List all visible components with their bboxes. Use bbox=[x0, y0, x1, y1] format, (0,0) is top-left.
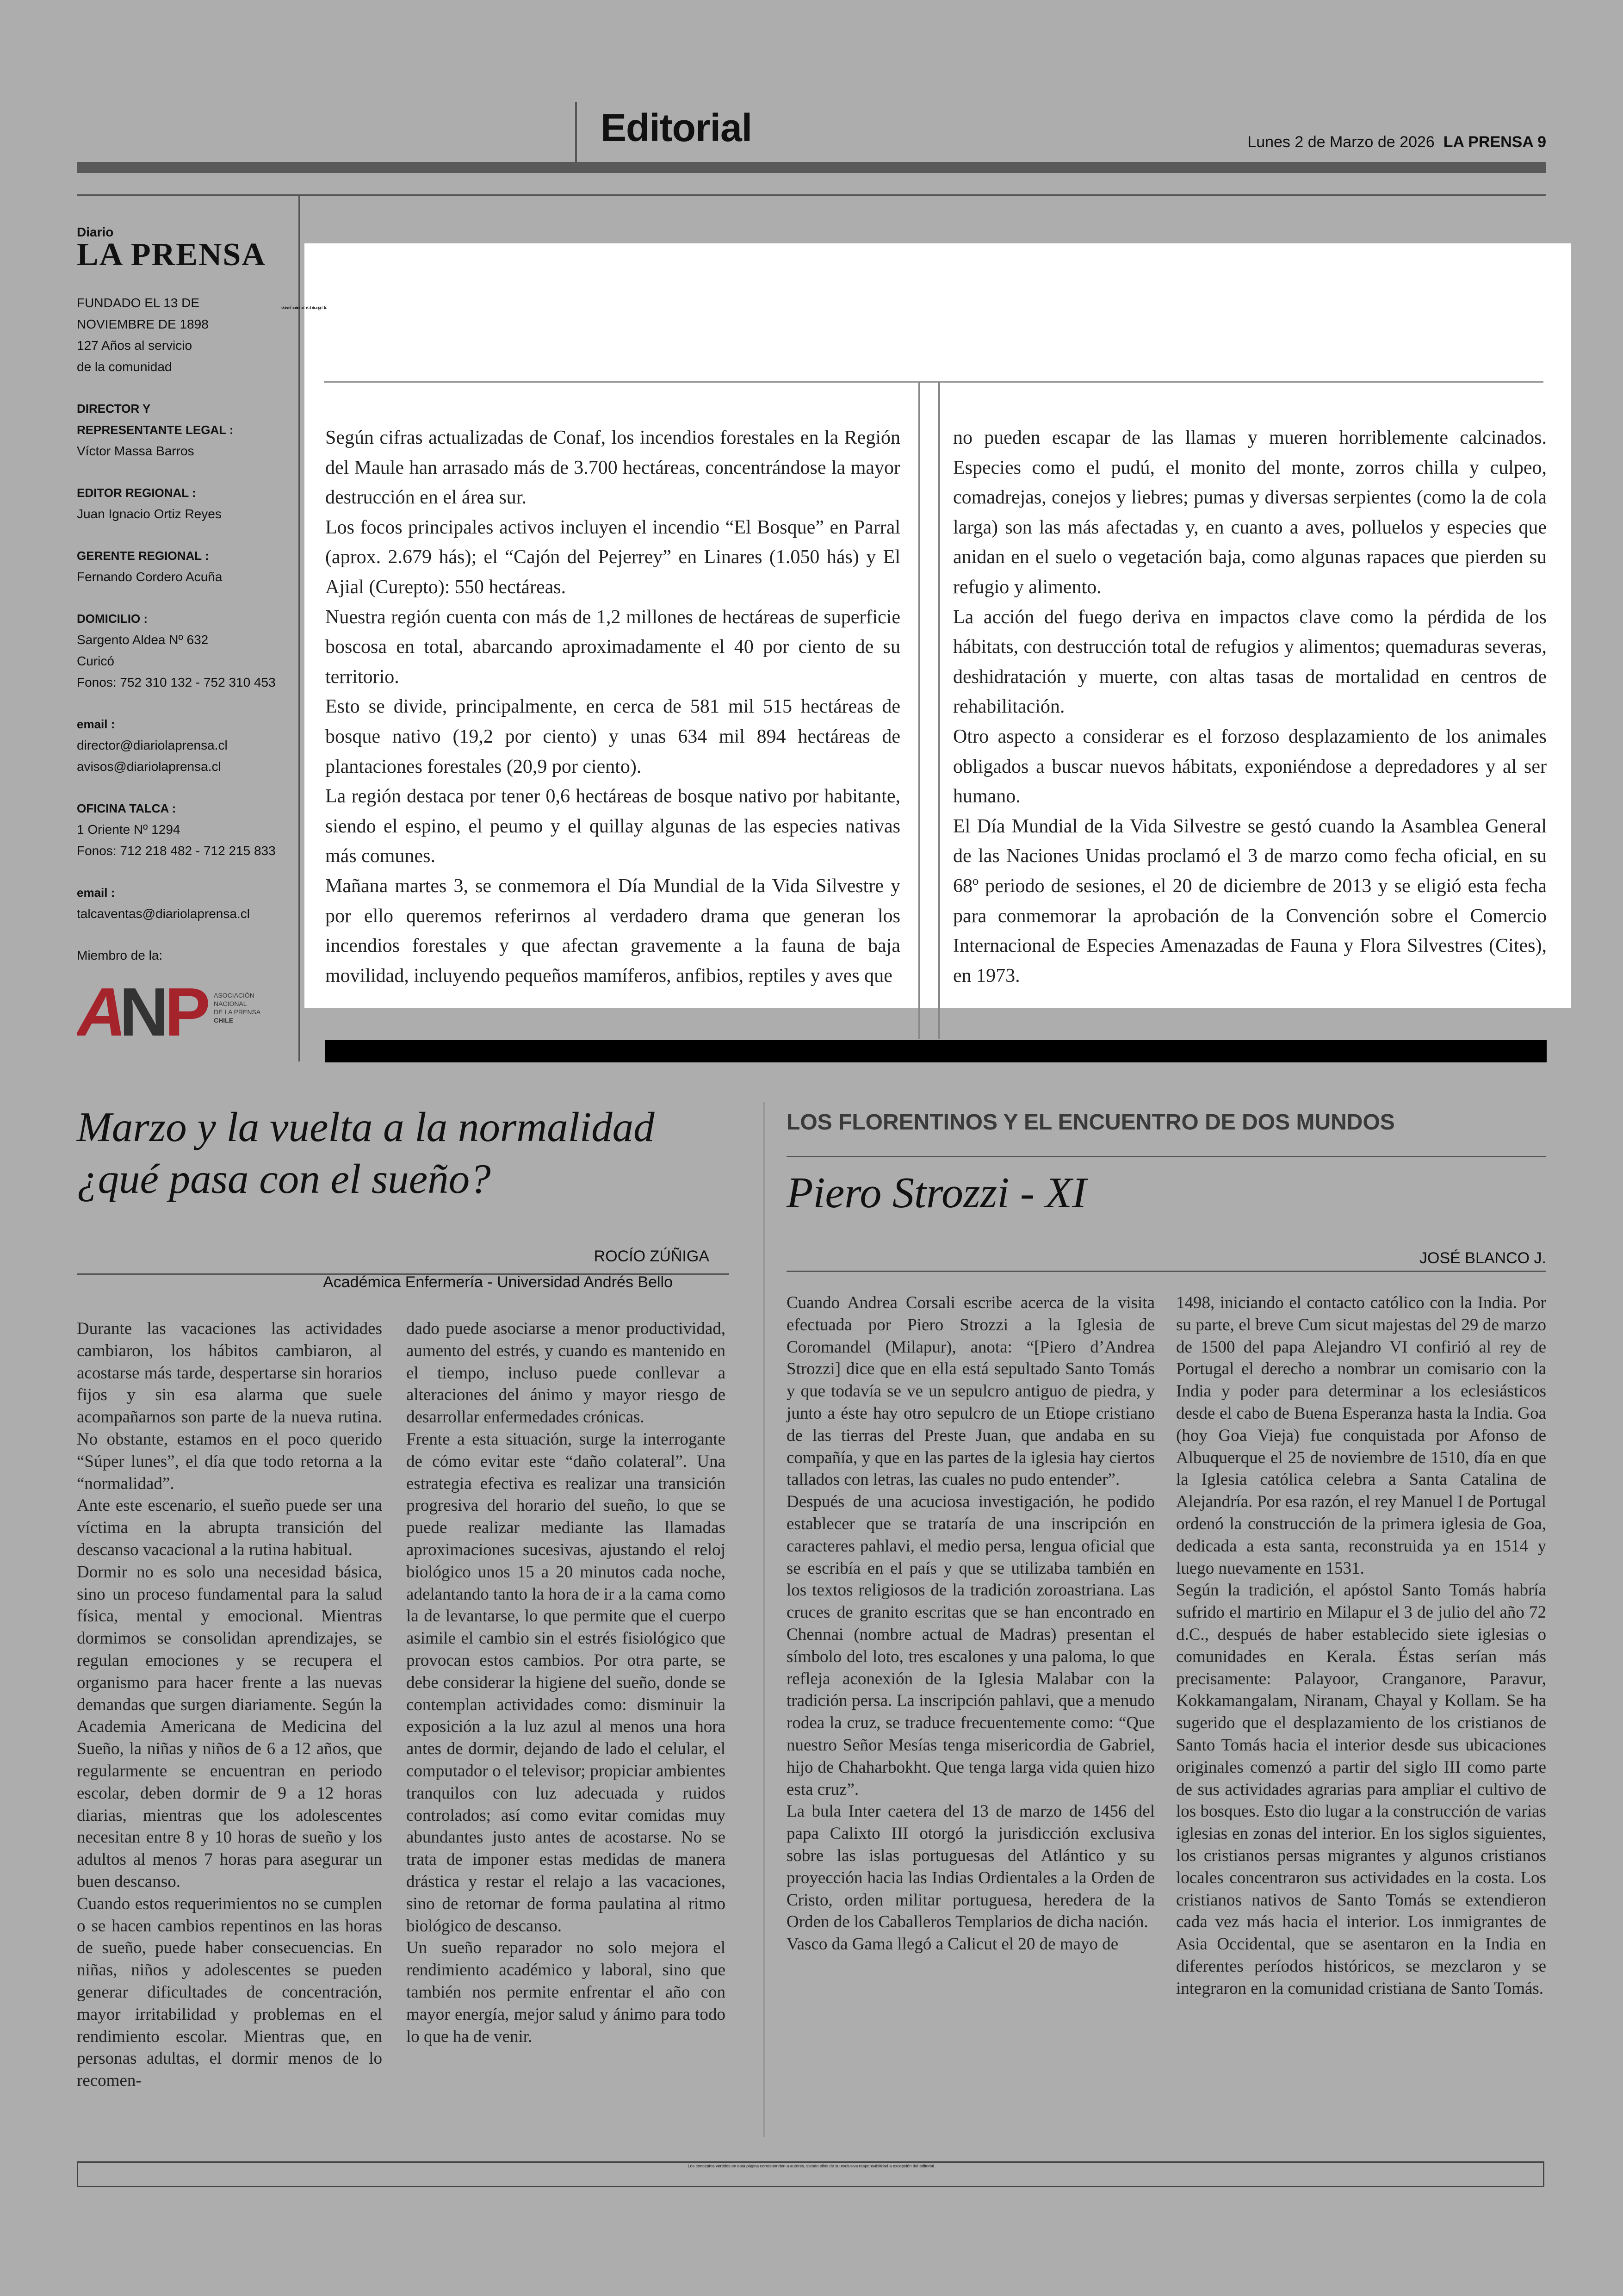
address-line: Sargento Aldea Nº 632 bbox=[77, 633, 209, 647]
article-right-author: JOSÉ BLANCO J. bbox=[1419, 1249, 1546, 1267]
email-label: email : bbox=[77, 717, 115, 731]
article-right-column-2 bbox=[1176, 1292, 1546, 2000]
article-right-column-1 bbox=[787, 1292, 1155, 1955]
article-paragraph: Cuando estos requerimientos no se cumplen o se hacen cambios repentinos en las horas de sueño, puede haber consecuencias. En niñas, niños y adolescentes se pueden generar dificultades de concentración, mayor irritabilidad y problemas en el rendimiento escolar. Mientras que, en personas adultas, el dormir menos de lo recomen- bbox=[77, 1894, 382, 2091]
anp-logo-text: ASOCIACIÓN bbox=[214, 992, 254, 999]
footer-disclaimer: Los conceptos vertidos en esta página corresponden a autores, siendo ellos de su exclusiva responsabilidad a excepción del editorial. bbox=[688, 2164, 935, 2168]
member-label: Miembro de la: bbox=[77, 948, 163, 962]
phone-line: Fonos: 752 310 132 - 752 310 453 bbox=[77, 675, 276, 689]
article-left-author: ROCÍO ZÚÑIGA bbox=[594, 1247, 709, 1265]
editorial-paragraph: Esto se divide, principalmente, en cerca de 581 mil 515 hectáreas de bosque nativo (19,2 por ciento) y unas 634 mil 894 hectáreas de plantaciones forestales (20,9 por ciento). bbox=[325, 696, 900, 777]
article-left-column-1 bbox=[77, 1318, 382, 2092]
issue-date: Lunes 2 de Marzo de 2026 bbox=[1247, 133, 1435, 151]
talca-office-label: OFICINA TALCA : bbox=[77, 801, 176, 815]
page-dateline bbox=[1247, 133, 1546, 151]
article-paragraph: dado puede asociarse a menor productividad, aumento del estrés, y cuando es mantenido en el tiempo, incluso puede conllevar a alteraciones del ánimo y mayor riesgo de desarrollar enfermedades crónicas. bbox=[406, 1319, 725, 1427]
editorial-paragraph: La acción del fuego deriva en impactos clave como la pérdida de los hábitats, con destrucción total de refugios y alimentos; quemaduras severas, deshidratación y muerte, con altas tasas de mortalidad en centros de rehabilitación. bbox=[953, 606, 1547, 718]
article-paragraph: Vasco da Gama llegó a Calicut el 20 de mayo de bbox=[787, 1935, 1119, 1954]
article-paragraph: Ante este escenario, el sueño puede ser una víctima en la abrupta transición del descanso vacacional a la rutina habitual. bbox=[77, 1496, 382, 1559]
header-bar bbox=[77, 162, 1546, 173]
article-paragraph: Un sueño reparador no solo mejora el rendimiento académico y laboral, sino que también nos permite enfrentar el año con mayor energía, mejor salud y ánimo para todo lo que ha de venir. bbox=[406, 1938, 725, 2046]
email-link[interactable]: avisos@diariolaprensa.cl bbox=[77, 759, 221, 774]
talca-address: 1 Oriente Nº 1294 bbox=[77, 822, 180, 837]
article-paragraph: Durante las vacaciones las actividades cambiaron, los hábitos cambiaron, al acostarse más tarde, despertarse sin horarios fijos y sin esa alarma que suele acompañarnos son parte de la nueva rutina. No obstante, estamos en el poco querido “Súper lunes”, el día que todo retorna a la “normalidad”. bbox=[77, 1319, 382, 1493]
anp-logo-a: A bbox=[77, 981, 126, 1041]
editorial-paragraph: Nuestra región cuenta con más de 1,2 millones de hectáreas de superficie boscosa en total, abarcando aproximadamente el 40 por ciento de su territorio. bbox=[325, 606, 900, 688]
article-right-kicker: LOS FLORENTINOS Y EL ENCUENTRO DE DOS MUNDOS bbox=[787, 1110, 1395, 1135]
article-paragraph: La bula Inter caetera del 13 de marzo de 1456 del papa Calixto III otorgó la jurisdicción exclusiva sobre las islas portuguesas del Atlántico y su proyección hacia las Indias Ordientales a la Orden de Cristo, orden militar portuguesa, heredera de la Orden de los Caballeros Templarios de dicha nación. bbox=[787, 1802, 1155, 1932]
editorial-paragraph: Según cifras actualizadas de Conaf, los incendios forestales en la Región del Maule han arrasado más de 3.700 hectáreas, concentrándose la mayor destrucción en el área sur. bbox=[325, 427, 900, 509]
editorial-rule bbox=[324, 381, 1543, 383]
article-paragraph: Frente a esta situación, surge la interrogante de cómo evitar este “daño colateral”. Una estrategia efectiva es realizar una transición progresiva del horario del sueño, lo que se puede realizar mediante las llamadas aproximaciones sucesivas, ajustando el reloj biológico unos 15 a 20 minutos cada noche, adelantando tanto la hora de ir a la cama como la de levantarse, lo que permite que el cuerpo asimile el cambio sin el estrés fisiológico que provocan estos cambios. Por otra parte, se debe considerar la higiene del sueño, donde se contemplan actividades como: disminuir la exposición a la luz azul al menos una hora antes de dormir, dejando de lado el celular, el computador o el televisor; propiciar ambientes tranquilos con luz adecuada y ruidos controlados; así como evitar comidas muy abundantes justo antes de acostarse. No se trata de imponer estas medidas de manera drástica y restar el relajo a las vacaciones, sino de retornar de forma paulatina al ritmo biológico de descanso. bbox=[406, 1429, 725, 1936]
anp-logo-p: P bbox=[165, 981, 211, 1041]
editor-label: EDITOR REGIONAL : bbox=[77, 486, 196, 500]
anp-logo-text: NACIONAL bbox=[214, 1000, 247, 1007]
talca-phone: Fonos: 712 218 482 - 712 215 833 bbox=[77, 844, 276, 858]
article-paragraph: Después de una acuciosa investigación, he podido establecer que se trataría de una inscripción en caracteres pahlavi, el medio persa, lengua oficial que se escribía en el país y que se utilizaba también en los textos religiosos de la tradición zoroastriana. Las cruces de granito escritas que se han encontrado en Chennai (nombre actual de Madras) presentan el símbolo del loto, tres escalones y una paloma, lo que refleja aconexión de la Iglesia Malabar con la tradición persa. La inscripción pahlavi, que a menudo rodea la cruz, se traduce frecuentemente como: “Que nuestro Señor Mesías tenga misericordia de Gabriel, hijo de Chaharbokht. Que tenga larga vida quien hizo esta cruz”. bbox=[787, 1492, 1155, 1799]
sidebar-divider bbox=[298, 196, 300, 1061]
header-divider bbox=[575, 102, 577, 162]
editorial-column-2 bbox=[953, 423, 1547, 991]
article-paragraph: Cuando Andrea Corsali escribe acerca de la visita efectuada por Piero Strozzi a la Iglesia de Coromandel (Milapur), anota: “[Piero d’Andrea Strozzi] dice que en ella está sepultado Santo Tomás y que todavía se ve un sepulcro antiguo de piedra, y junto a éste hay otro sepulcro de un Etiope cristiano de las tierras del Preste Juan, que andaba en su compañía, y que en las partes de la iglesia hay ciertos tallados con letras, las cuales no pudo entender”. bbox=[787, 1293, 1155, 1489]
masthead bbox=[77, 225, 294, 966]
anp-logo-text: CHILE bbox=[214, 1017, 233, 1024]
email-link[interactable]: talcaventas@diariolaprensa.cl bbox=[77, 906, 250, 921]
article-paragraph: 1498, iniciando el contacto católico con la India. Por su parte, el breve Cum sicut majestas del 29 de marzo de 1500 del papa Alejandro VI confirió al rey de Portugal el derecho a nombrar un comisario con la India y poder para determinar a los eclesiásticos desde el cabo de Buena Esperanza hasta la India. Goa (hoy Goa Vieja) fue conquistada por Afonso de Albuquerque el 25 de noviembre de 1510, día en que la Iglesia católica celebra a Santa Catalina de Alejandría. Por esa razón, el rey Manuel I de Portugal ordenó la construcción de la primera iglesia de Goa, dedicada a esta santa, reconstruida ya en 1514 y luego nuevamente en 1531. bbox=[1176, 1293, 1546, 1578]
header-rule bbox=[77, 194, 1546, 196]
article-right-rule bbox=[787, 1271, 1546, 1272]
editorial-column-1 bbox=[325, 423, 900, 991]
director-label-line: REPRESENTANTE LEGAL : bbox=[77, 423, 234, 437]
editorial-headline bbox=[324, 257, 1555, 359]
address-line: Curicó bbox=[77, 654, 114, 668]
director-label-line: DIRECTOR Y bbox=[77, 402, 151, 416]
article-left-affiliation: Académica Enfermería - Universidad Andrés Bello bbox=[323, 1273, 673, 1291]
director-name: Víctor Massa Barros bbox=[77, 444, 194, 458]
masthead-title: LA PRENSA bbox=[77, 237, 266, 273]
founded-line: de la comunidad bbox=[77, 360, 172, 374]
editor-name: Juan Ignacio Ortiz Reyes bbox=[77, 507, 222, 521]
editorial-paragraph: Otro aspecto a considerar es el forzoso desplazamiento de los animales obligados a buscar nuevos hábitats, exponiéndose a depredadores y al ser humano. bbox=[953, 726, 1547, 807]
manager-name: Fernando Cordero Acuña bbox=[77, 570, 223, 584]
email-label: email : bbox=[77, 886, 115, 900]
masthead-kicker: Diario bbox=[77, 225, 114, 239]
editorial-paragraph: no pueden escapar de las llamas y mueren horriblemente calcinados. Especies como el pudú, el monito del monte, zorros chilla y culpeo, comadrejas, conejos y liebres; pumas y diversas serpientes (como la de cola larga) son las más afectadas y, en cuanto a aves, polluelos y especies que anidan en el suelo o vegetación baja, como algunas rapaces que pierden su refugio y alimento. bbox=[953, 427, 1547, 598]
article-right-title: Piero Strozzi - XI bbox=[787, 1169, 1087, 1217]
column-divider bbox=[938, 382, 940, 1039]
editorial-paragraph: La región destaca por tener 0,6 hectáreas de bosque nativo por habitante, siendo el espino, el peumo y el quillay algunas de las especies nativas más comunes. bbox=[325, 786, 900, 867]
director-label bbox=[77, 398, 294, 441]
article-right-rule bbox=[787, 1156, 1546, 1157]
article-left-title-line: ¿qué pasa con el sueño? bbox=[77, 1155, 491, 1202]
paper-page-number: LA PRENSA 9 bbox=[1443, 133, 1546, 151]
article-left-title bbox=[77, 1101, 725, 1205]
section-title: Editorial bbox=[601, 106, 752, 149]
manager-label: GERENTE REGIONAL : bbox=[77, 549, 209, 563]
editorial-paragraph: Los focos principales activos incluyen el incendio “El Bosque” en Parral (aprox. 2.679 hás); el “Cajón del Pejerrey” en Linares (1.050 hás) y El Ajial (Curepto): 550 hectáreas. bbox=[325, 516, 900, 598]
founded-line: 127 Años al servicio bbox=[77, 338, 192, 353]
anp-logo-text: DE LA PRENSA bbox=[214, 1008, 261, 1016]
editorial-bottom-bar bbox=[325, 1040, 1547, 1062]
editorial-paragraph: El Día Mundial de la Vida Silvestre se gestó cuando la Asamblea General de las Naciones Unidas proclamó el 3 de marzo como fecha oficial, en su 68º periodo de sesiones, el 20 de diciembre de 2013 y se eligió esta fecha para conmemorar la aprobación de la Convención sobre el Comercio Internacional de Especies Amenazadas de Fauna y Flora Silvestres (Cites), en 1973. bbox=[953, 815, 1547, 987]
article-paragraph: Dormir no es solo una necesidad básica, sino un proceso fundamental para la salud física, mental y emocional. Mientras dormimos se consolidan aprendizajes, se regulan emociones y se recupera el organismo para hacer frente a las nuevas demandas que surgen diariamente. Según la Academia Americana de Medicina del Sueño, la niñas y niños de 6 a 12 años, que regularmente se encuentran en periodo escolar, deben dormir de 9 a 12 horas diarias, mientras que los adolescentes necesitan entre 8 y 10 horas de sueño y los adultos al menos 7 horas para asegurar un buen descanso. bbox=[77, 1562, 382, 1891]
column-divider bbox=[918, 382, 920, 1039]
email-link[interactable]: director@diariolaprensa.cl bbox=[77, 738, 228, 752]
article-left-column-2 bbox=[406, 1318, 725, 2048]
article-paragraph: Según la tradición, el apóstol Santo Tomás habría sufrido el martirio en Milapur el 3 de julio del año 72 d.C., después de haber establecido siete iglesias o comunidades en Kerala. Éstas serían más precisamente: Palayoor, Cranganore, Paravur, Kokkamangalam, Niranam, Chayal y Kollam. Se ha sugerido que el desplazamiento de los cristianos de Santo Tomás hacia el interior desde sus ubicaciones originales comenzó a partir del siglo III como parte de sus actividades agrarias para ampliar el cultivo de los bosques. Esto dio lugar a la construcción de varias iglesias en zonas del interior. En los siglos siguientes, los cristianos persas migrantes y algunos cristianos locales concentraron sus actividades en la costa. Los cristianos nativos de Santo Tomás se extendieron cada vez más hacia el interior. Los inmigrantes de Asia Occidental, que se asentaron en la India en diferentes períodos históricos, se mezclaron y se integraron en la comunidad cristiana de Santo Tomás. bbox=[1176, 1581, 1546, 1998]
editorial-paragraph: Mañana martes 3, se conmemora el Día Mundial de la Vida Silvestre y por ello queremos referirnos al verdadero drama que generan los incendios forestales y que afectan gravemente a la fauna de baja movilidad, incluyendo pequeños mamíferos, anfibios, reptiles y aves que bbox=[325, 875, 900, 987]
article-left-title-line: Marzo y la vuelta a la normalidad bbox=[77, 1104, 655, 1150]
founded-line: FUNDADO EL 13 DE bbox=[77, 296, 200, 310]
anp-logo-n: N bbox=[119, 981, 169, 1041]
address-label: DOMICILIO : bbox=[77, 612, 148, 626]
founded-line: NOVIEMBRE DE 1898 bbox=[77, 317, 209, 331]
article-divider bbox=[763, 1102, 765, 2137]
anp-logo bbox=[77, 981, 276, 1041]
